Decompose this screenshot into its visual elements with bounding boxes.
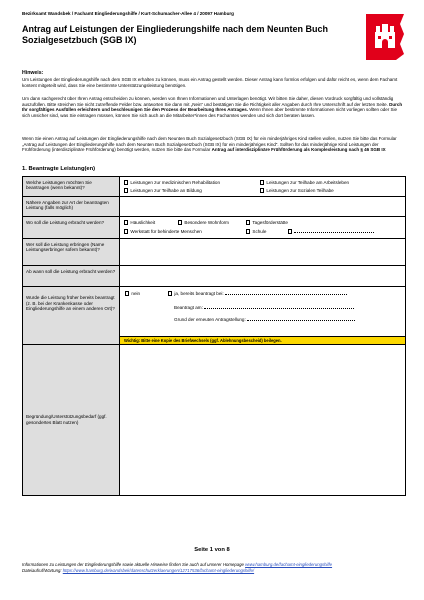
- details-field[interactable]: [120, 197, 405, 216]
- section-title: 1. Beantragte Leistung(en): [22, 166, 96, 172]
- row-start: [23, 266, 405, 287]
- option-label: Tagesförderstätte: [252, 220, 288, 225]
- footer-line-2: [22, 568, 412, 574]
- option-label: ja, bereits beantragt bei:: [174, 291, 224, 296]
- hint-paragraph-1: Um Leistungen der Eingliederungshilfe nach dem SGB IX erhalten zu können, muss ein Antrag gestellt werden. Dieser Antrag kann formlos erfolgen und dafür reicht es, wenn dem Fachamt kontent mitgeteilt wird, dass Sie eine bestimmte Unterstützungsleistung benötigen.: [22, 77, 398, 88]
- reason-label: Grund der erneuten Antragstellung:: [174, 317, 246, 322]
- reason-line-group: [174, 317, 355, 323]
- row-services: [23, 177, 405, 197]
- option-label: Häuslichkeit: [130, 220, 156, 225]
- footer-text-2: Dateiaufruf/Wartung:: [22, 568, 63, 573]
- applied-on-line-group: [174, 305, 354, 311]
- form-reference-bold: Antrag auf interdisziplinäre Frühförderung als Komplexleistung nach § 46 SGB IX: [211, 147, 386, 153]
- option-no[interactable]: [125, 291, 140, 297]
- previous-options: [120, 287, 405, 344]
- checkbox-work-participation[interactable]: [260, 180, 264, 184]
- option-label: Leistungen zur Teilhabe an Bildung: [130, 188, 202, 193]
- label-provider: Wer soll die Leistung erbringen (Name Leistungserbringer sofern bekannt)?: [23, 239, 120, 265]
- justification-field[interactable]: [120, 345, 405, 495]
- option-label: Werkstatt für behinderte Menschen: [130, 229, 202, 234]
- hamburg-coat-of-arms-logo: [366, 14, 404, 60]
- justification-label-text: Begründung/Unterstützungsbedarf (ggf. gesondertes Blatt nutzen): [26, 414, 107, 425]
- checkbox-education[interactable]: [124, 188, 128, 192]
- option-work-participation[interactable]: [260, 180, 349, 186]
- option-school[interactable]: [246, 229, 266, 235]
- option-yes[interactable]: [168, 291, 347, 297]
- privacy-link[interactable]: https://www.hamburg.de/wandsbek/datenschutzerklaerungen/12717536/fachamt-eingliederungshilfe/: [62, 568, 255, 573]
- location-options: [120, 217, 405, 238]
- option-special-housing[interactable]: [178, 220, 229, 226]
- label-details: Nähere Angaben zur Art der beantragten Leistung (falls möglich): [23, 197, 120, 216]
- checkbox-no[interactable]: [125, 291, 129, 295]
- document-title: Antrag auf Leistungen der Eingliederungshilfe nach dem Neunten Buch Sozialgesetzbuch (SGB IX): [22, 24, 329, 45]
- label-previous: Wurde die Leistung früher bereits beantragt (z. B. bei der Krankenkasse oder Eingliederungshilfe an einem anderen Ort)?: [23, 287, 120, 344]
- applied-on-line[interactable]: [204, 305, 354, 309]
- option-label: Leistungen zur Sozialen Teilhabe: [266, 188, 334, 193]
- option-day-center[interactable]: [246, 220, 288, 226]
- hint-paragraph-3: [22, 136, 406, 153]
- hint-paragraph-2a: Um dann sachgerecht über Ihren Antrag entscheiden zu können, werden von Ihnen Informationen und Unterlagen benötigt. Wir bitten Sie daher, diesen Vordruck sorgfältig und vollständig auszufüllen. Bitte streichen Sie nicht zutreffende Felder bzw. antworten Sie dann mit „Nein“ und bestätigen Sie die Richtigkeit aller Angaben durch Ihre Unterschrift auf der letzten Seite.: [22, 96, 394, 107]
- services-form-table: [22, 176, 406, 496]
- hint-paragraph-2-bold: Durch Ihr sorgfältiges Ausfüllen erleichtern und beschleunigen Sie den Prozess der Bearbeitung Ihres Antrages.: [22, 101, 403, 113]
- applied-at-line[interactable]: [225, 291, 347, 295]
- hint-paragraph-3a: Wenn Sie einen Antrag auf Leistungen der Eingliederungshilfe nach dem Neunten Buch Sozialgesetzbuch (SGB IX) für ein minderjähriges Kind stellen wollen, nutzen Sie bitte das Formular „Antrag auf Leistungen der Eingliederungshilfe nach dem Neunten Buch Sozialgesetzbuch (SGB IX) für ein minderjähriges Kind“. Sollten für das minderjährige Kind Leistungen der Frühförderung (interdisziplinäre Frühförderung) benötigt werden, nutzen Sie bitte das Formular: [22, 136, 397, 153]
- footer-text-1: Informationen zu Leistungen der Eingliederungshilfe sowie aktuelle Hinweise finden Sie auch auf unserer Homepage: [22, 562, 246, 567]
- org-header: Bezirksamt Wandsbek / Fachamt Eingliederungshilfe / Kurt-Schumacher-Allee 4 / 20097 Hamburg: [22, 11, 234, 16]
- row-provider: [23, 239, 405, 266]
- label-justification: [23, 345, 120, 495]
- page-number: Seite 1 von 8: [194, 547, 230, 553]
- row-location: [23, 217, 405, 239]
- option-education[interactable]: [124, 188, 202, 194]
- option-label: Besondere Wohnform: [184, 220, 229, 225]
- option-medical-rehab[interactable]: [124, 180, 220, 186]
- other-location-line[interactable]: [294, 229, 374, 233]
- warning-banner: Wichtig: Bitte eine Kopie des Briefwechsels (ggf. Ablehnungsbescheid) beilegen.: [120, 336, 405, 344]
- footer-line-1: [22, 562, 412, 568]
- hint-paragraph-2c: Wenn Ihnen aber bestimmte Informationen nicht vorliegen sollten oder Sie sich unsicher sind, was Sie eintragen müssen, können Sie sich auch an die Mitarbeiter*innen des Fachamtes wenden und sich dort beraten lassen.: [22, 107, 397, 118]
- checkbox-workshop[interactable]: [124, 229, 128, 233]
- checkbox-school[interactable]: [246, 229, 250, 233]
- label-location: Wo soll die Leistung erbracht werden?: [23, 217, 120, 238]
- option-workshop[interactable]: [124, 229, 202, 235]
- hint-heading: Hinweis:: [22, 70, 44, 76]
- provider-field[interactable]: [120, 239, 405, 265]
- row-justification: [23, 345, 405, 495]
- checkbox-yes[interactable]: [168, 291, 172, 295]
- checkbox-day-center[interactable]: [246, 220, 250, 224]
- option-other[interactable]: [288, 229, 374, 235]
- hint-paragraph-2: [22, 96, 406, 118]
- applied-on-label: Beantragt am:: [174, 305, 203, 310]
- option-home[interactable]: [124, 220, 155, 226]
- checkbox-special-housing[interactable]: [178, 220, 182, 224]
- row-previous: [23, 287, 405, 345]
- checkbox-home[interactable]: [124, 220, 128, 224]
- checkbox-other[interactable]: [288, 229, 292, 233]
- option-label: nein: [131, 291, 141, 296]
- option-label: Schule: [252, 229, 267, 234]
- checkbox-social-participation[interactable]: [260, 188, 264, 192]
- option-label: Leistungen zur Teilhabe am Arbeitsleben: [266, 180, 350, 185]
- label-start: Ab wann soll die Leistung erbracht werden?: [23, 266, 120, 286]
- option-label: Leistungen zur medizinischen Rehabilitation: [130, 180, 221, 185]
- reason-line[interactable]: [247, 317, 355, 321]
- row-details: [23, 197, 405, 217]
- homepage-link[interactable]: www.hamburg.de/fachamt-eingliederungshilfe: [245, 562, 333, 567]
- checkbox-medical-rehab[interactable]: [124, 180, 128, 184]
- label-services: Welche Leistungen möchten Sie beantragen (wenn bekannt)?: [23, 177, 120, 196]
- option-social-participation[interactable]: [260, 188, 334, 194]
- services-options: [120, 177, 405, 196]
- start-field[interactable]: [120, 266, 405, 286]
